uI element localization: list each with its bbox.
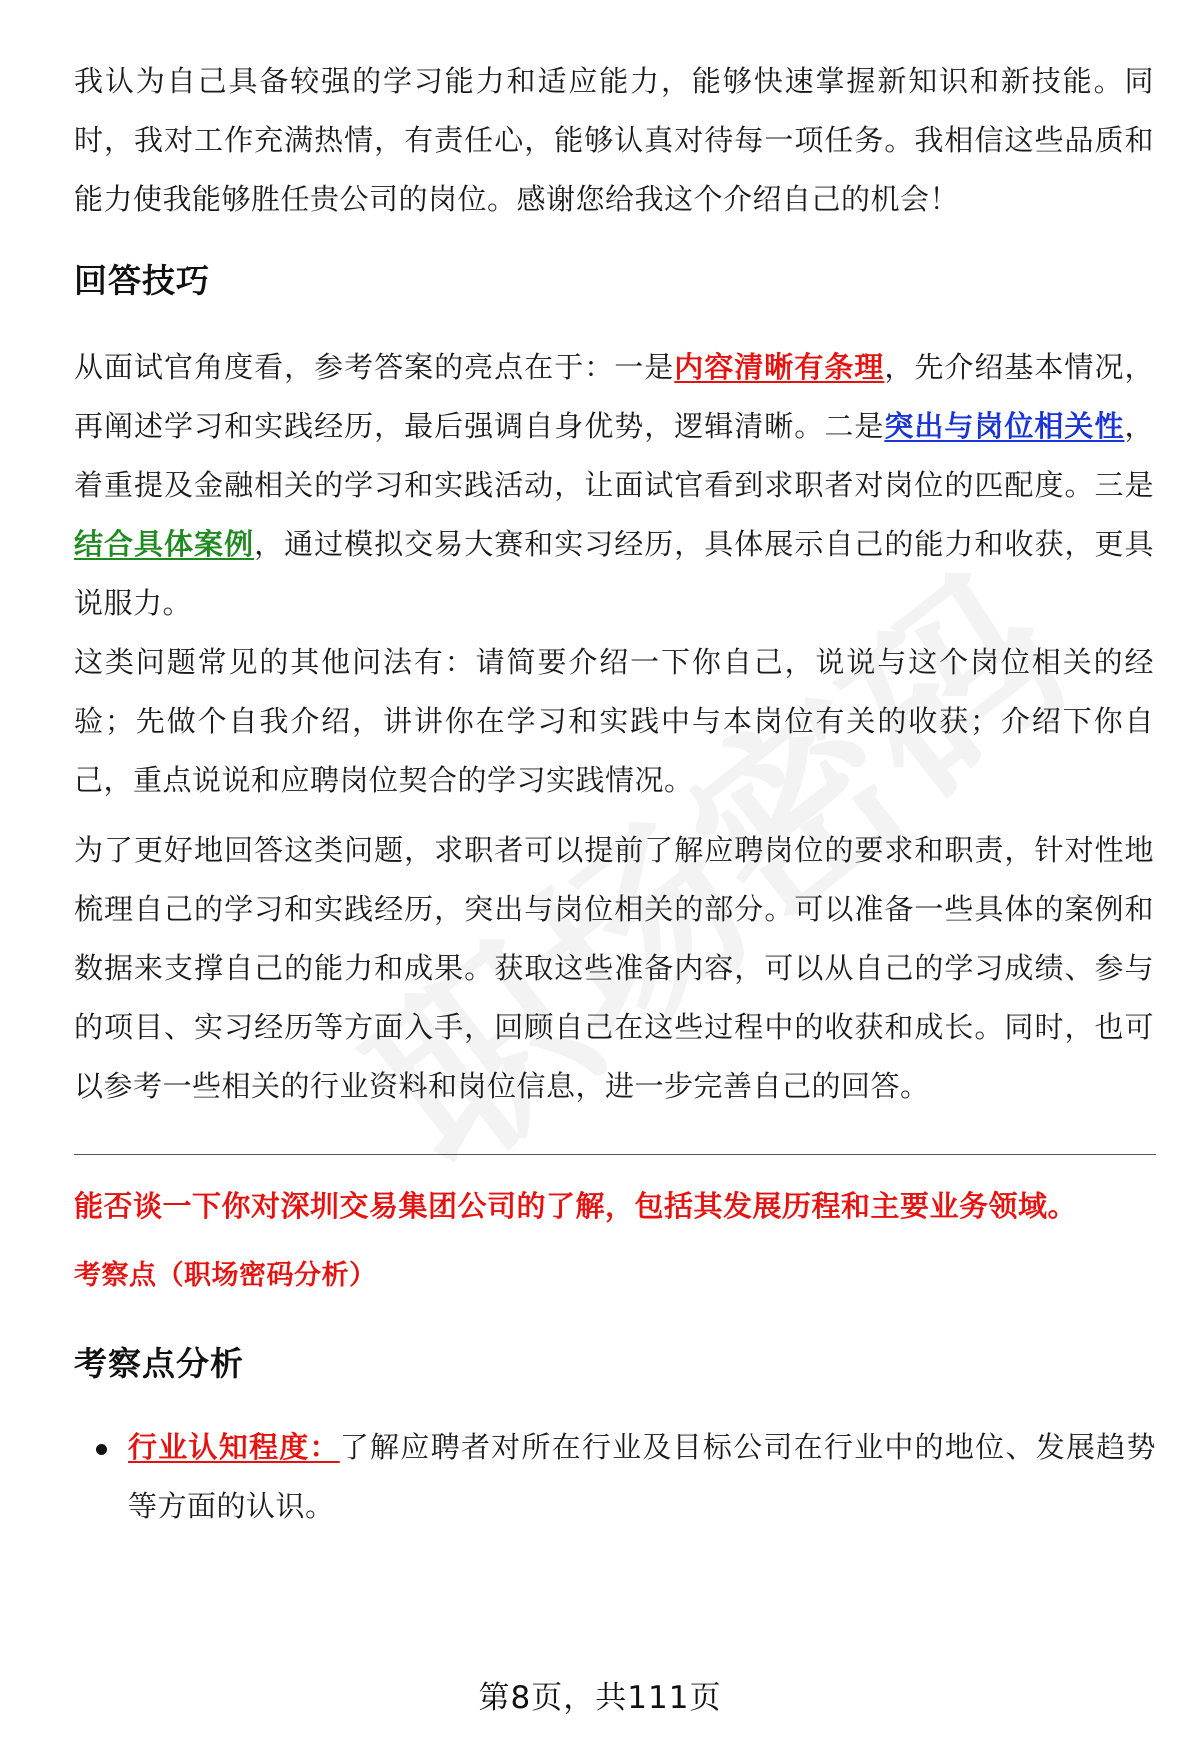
answer-tips-heading: 回答技巧 [74, 261, 210, 300]
highlight-concrete-cases: 结合具体案例 [74, 527, 255, 561]
highlight-clear-structure: 内容清晰有条理 [674, 350, 885, 384]
intro-paragraph: 我认为自己具备较强的学习能力和适应能力，能够快速掌握新知识和新技能。同时，我对工作充满热情，有责任心，能够认真对待每一项任务。我相信这些品质和能力使我能够胜任贵公司的岗位。感谢您给我这个介绍自己的机会！ [74, 64, 1154, 216]
question-text: 能否谈一下你对深圳交易集团公司的了解，包括其发展历程和主要业务领域。 [74, 1189, 1078, 1223]
section-divider [74, 1154, 1156, 1155]
p1-text-2: ，先介绍基本情况，再阐述学习和实践经历，最后强调自身优势，逻辑清晰。二是 [74, 350, 1154, 443]
question-block [74, 1184, 1154, 1225]
page-number: 第8页，共111页 [478, 1680, 722, 1716]
answer-tips-paragraph-3-block [74, 821, 1154, 1116]
bullet-label: 行业认知程度： [128, 1430, 340, 1464]
answer-tips-paragraph-2-block [74, 633, 1154, 810]
answer-tips-paragraph-2: 这类问题常见的其他问法有：请简要介绍一下你自己，说说与这个岗位相关的经验；先做个自我介绍，讲讲你在学习和实践中与本岗位有关的收获；介绍下你自己，重点说说和应聘岗位契合的学习实践情况。 [74, 645, 1154, 797]
analysis-heading: 考察点分析 [74, 1344, 244, 1383]
question-subtitle-block [74, 1253, 1154, 1292]
analysis-bullet [96, 1418, 1156, 1536]
analysis-heading-block [74, 1338, 1154, 1385]
p1-text-3: ，着重提及金融相关的学习和实践活动，让面试官看到求职者对岗位的匹配度。三是 [74, 409, 1154, 502]
highlight-job-relevance: 突出与岗位相关性 [884, 409, 1125, 443]
p1-text-4: ，通过模拟交易大赛和实习经历，具体展示自己的能力和收获，更具说服力。 [74, 527, 1154, 620]
answer-tips-paragraph-3: 为了更好地回答这类问题，求职者可以提前了解应聘岗位的要求和职责，针对性地梳理自己的学习和实践经历，突出与岗位相关的部分。可以准备一些具体的案例和数据来支撑自己的能力和成果。获取这些准备内容，可以从自己的学习成绩、参与的项目、实习经历等方面入手，回顾自己在这些过程中的收获和成长。同时，也可以参考一些相关的行业资料和岗位信息，进一步完善自己的回答。 [74, 833, 1154, 1103]
answer-tips-heading-block [74, 255, 1154, 302]
analysis-bullet-text [128, 1418, 1156, 1536]
answer-tips-paragraph-1-block [74, 338, 1154, 633]
bullet-body: 了解应聘者对所在行业及目标公司在行业中的地位、发展趋势等方面的认识。 [128, 1430, 1156, 1523]
answer-tips-paragraph-1 [74, 338, 1154, 633]
bullet-dot-icon [96, 1444, 107, 1455]
question-subtitle: 考察点（职场密码分析） [74, 1260, 377, 1291]
p1-text-1: 从面试官角度看，参考答案的亮点在于：一是 [74, 350, 675, 384]
intro-block [74, 52, 1154, 229]
